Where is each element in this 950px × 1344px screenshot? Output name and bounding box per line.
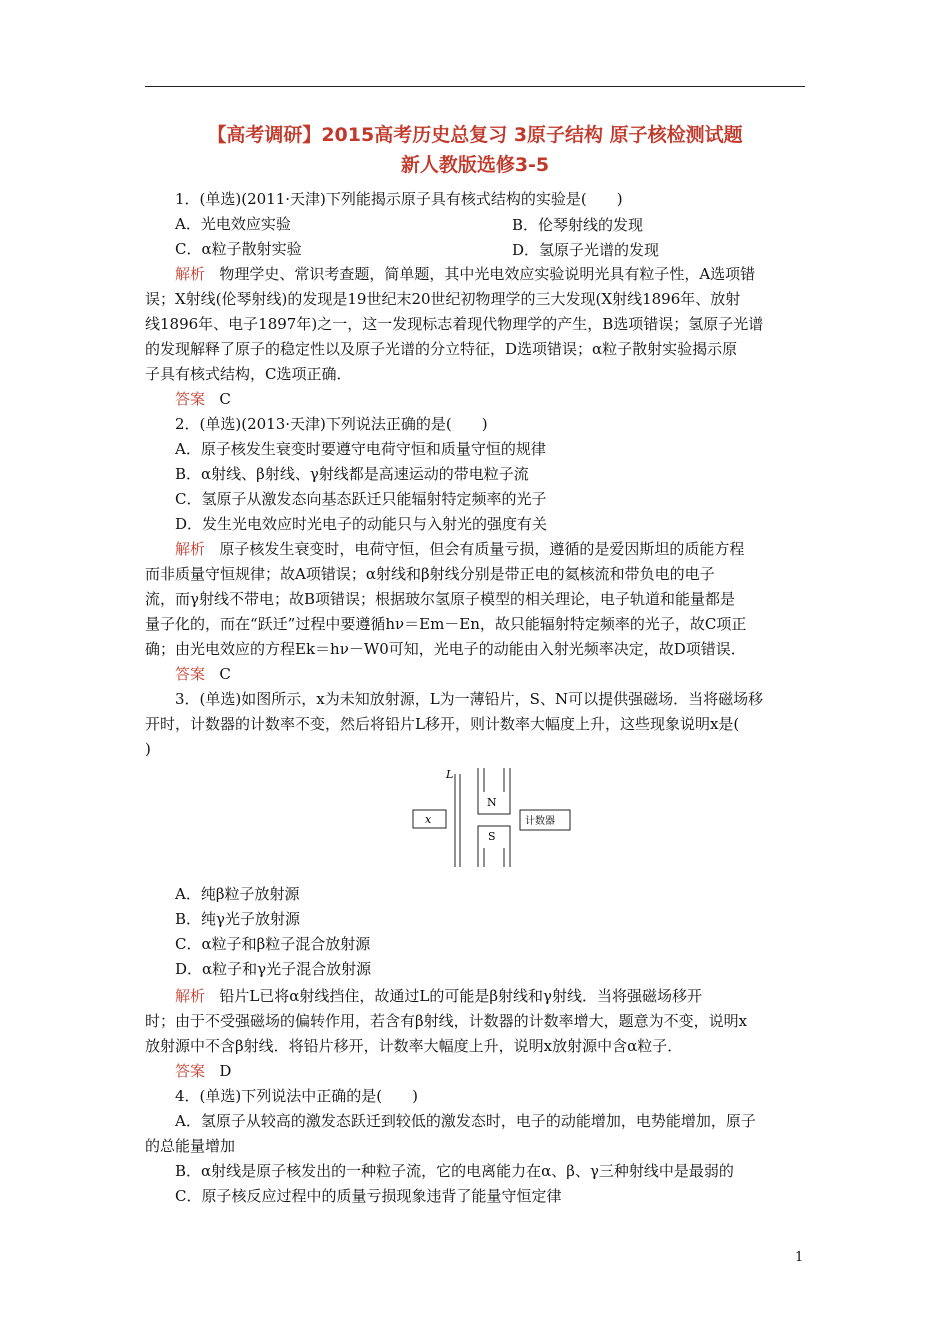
q1-analysis-text: 的发现解释了原子的稳定性以及原子光谱的分立特征，D选项错误；α粒子散射实验揭示原 [145, 340, 738, 358]
figure-label-N: N [487, 796, 497, 809]
q3-analysis-text: 放射源中不含β射线．将铅片移开，计数率大幅度上升，说明x放射源中含α粒子． [145, 1037, 683, 1055]
q1-option-d: D．氢原子光谱的发现 [512, 241, 660, 259]
q1-stem: 1．(单选)(2011·天津)下列能揭示原子具有核式结构的实验是( ) [175, 190, 623, 208]
q3-analysis-label: 解析 [175, 987, 206, 1005]
q1-answer-label: 答案 [175, 390, 206, 408]
page-title-line2: 新人教版选修3-5 [400, 154, 550, 176]
q1-answer: C [219, 390, 231, 408]
q3-figure [408, 764, 578, 874]
q1-analysis-text: 子具有核式结构，C选项正确． [145, 365, 352, 383]
page-title-line1: 【高考调研】2015高考历史总复习 3原子结构 原子核检测试题 [207, 124, 743, 146]
q1-answer-line [175, 389, 805, 409]
q3-option-c: C．α粒子和β粒子混合放射源 [175, 935, 371, 953]
q3-option-a: A．纯β粒子放射源 [175, 885, 300, 903]
q4-option-b: B．α射线是原子核发出的一种粒子流，它的电离能力在α、β、γ三种射线中是最弱的 [175, 1162, 734, 1180]
q1-option-c: C．α粒子散射实验 [175, 240, 302, 258]
q3-answer-line [175, 1061, 805, 1081]
q3-stem: ) [145, 740, 151, 758]
q4-option-c: C．原子核反应过程中的质量亏损现象违背了能量守恒定律 [175, 1187, 562, 1205]
q2-analysis-label: 解析 [175, 540, 206, 558]
q4-option-a: A．氢原子从较高的激发态跃迁到较低的激发态时，电子的动能增加，电势能增加，原子 [175, 1112, 756, 1130]
q2-analysis-text: 原子核发生衰变时，电荷守恒，但会有质量亏损，遵循的是爱因斯坦的质能方程 [219, 540, 745, 558]
figure-label-counter: 计数器 [525, 816, 555, 827]
q1-option-a: A．光电效应实验 [175, 215, 291, 233]
q3-option-b: B．纯γ光子放射源 [175, 910, 300, 928]
q2-analysis-text: 而非质量守恒规律；故A项错误；α射线和β射线分别是带正电的氦核流和带负电的电子 [145, 565, 715, 583]
q3-answer: D [219, 1062, 232, 1080]
q2-analysis-line [175, 539, 805, 559]
q3-stem: 3．(单选)如图所示，x为未知放射源，L为一薄铅片，S、N可以提供强磁场．当将磁场移 [175, 690, 764, 708]
header-rule [145, 86, 805, 87]
q2-analysis-text: 流，而γ射线不带电；故B项错误；根据玻尔氢原子模型的相关理论，电子轨道和能量都是 [145, 590, 735, 608]
q3-analysis-line [175, 986, 805, 1006]
q3-answer-label: 答案 [175, 1062, 206, 1080]
q1-analysis-text: 线1896年、电子1897年)之一，这一发现标志着现代物理学的产生，B选项错误；氢原子光谱 [145, 315, 764, 333]
q2-answer-label: 答案 [175, 665, 206, 683]
q2-analysis-text: 确；由光电效应的方程Ek＝hν－W0可知，光电子的动能由入射光频率决定，故D项错误． [145, 640, 746, 658]
figure-label-L: L [446, 768, 454, 781]
q3-option-d: D．α粒子和γ光子混合放射源 [175, 960, 372, 978]
q2-option-d: D．发生光电效应时光电子的动能只与入射光的强度有关 [175, 515, 548, 533]
q3-analysis-text: 时；由于不受强磁场的偏转作用，若含有β射线，计数器的计数率增大，题意为不变，说明x [145, 1012, 748, 1030]
q3-analysis-text: 铅片L已将α射线挡住，故通过L的可能是β射线和γ射线．当将强磁场移开 [219, 987, 703, 1005]
q4-stem: 4．(单选)下列说法中正确的是( ) [175, 1087, 418, 1105]
figure-label-S: S [488, 830, 496, 843]
q1-analysis-line [175, 264, 805, 284]
q3-stem: 开时，计数器的计数率不变，然后将铅片L移开，则计数率大幅度上升，这些现象说明x是( [145, 715, 740, 733]
q1-analysis-label: 解析 [175, 265, 206, 283]
q2-answer-line [175, 664, 805, 684]
q2-option-c: C．氢原子从激发态向基态跃迁只能辐射特定频率的光子 [175, 490, 547, 508]
q2-option-b: B．α射线、β射线、γ射线都是高速运动的带电粒子流 [175, 465, 529, 483]
q1-analysis-text: 误；X射线(伦琴射线)的发现是19世纪末20世纪初物理学的三大发现(X射线1896年、放射 [145, 290, 741, 308]
q2-option-a: A．原子核发生衰变时要遵守电荷守恒和质量守恒的规律 [175, 440, 546, 458]
figure-label-x: x [425, 813, 432, 826]
page-number: 1 [795, 1250, 804, 1265]
q2-answer: C [219, 665, 231, 683]
q2-analysis-text: 量子化的，而在“跃迁”过程中要遵循hν＝Em－En，故只能辐射特定频率的光子，故C项正 [145, 615, 747, 633]
q2-stem: 2．(单选)(2013·天津)下列说法正确的是( ) [175, 415, 488, 433]
q1-option-b: B．伦琴射线的发现 [512, 216, 644, 234]
q1-analysis-text: 物理学史、常识考查题，简单题，其中光电效应实验说明光具有粒子性，A选项错 [219, 265, 756, 283]
q4-option-a-cont: 的总能量增加 [145, 1137, 236, 1155]
